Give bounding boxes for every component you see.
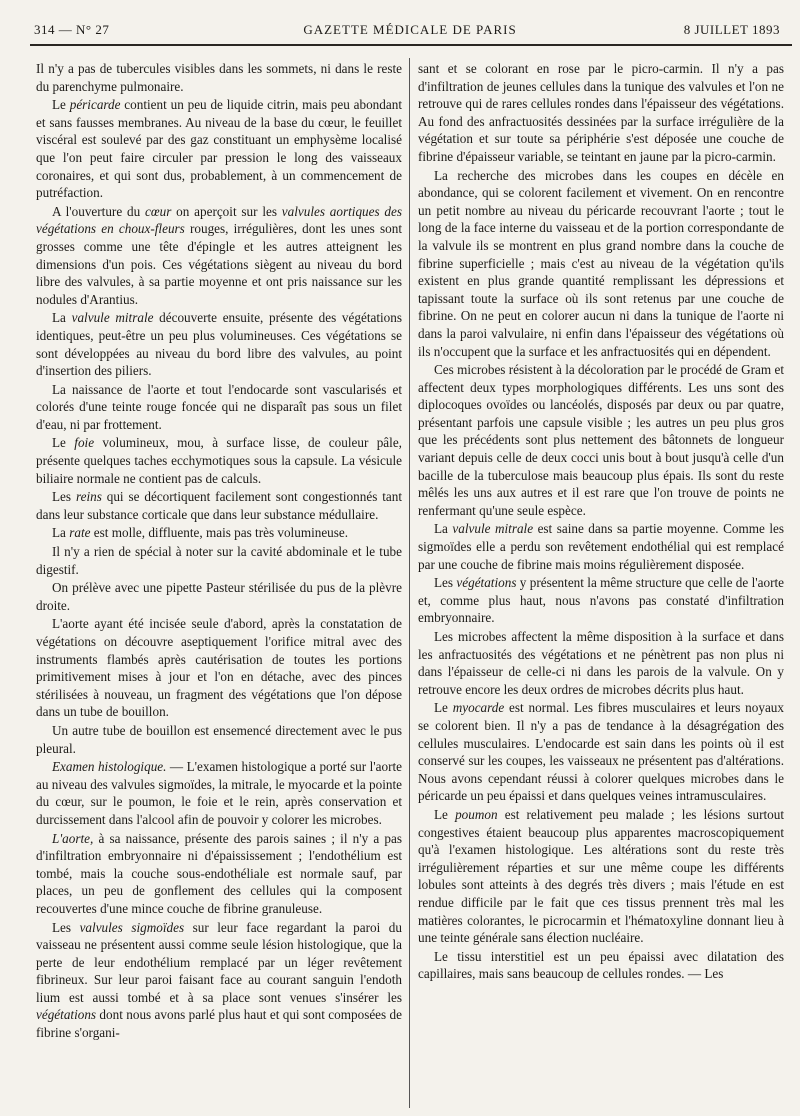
paragraph [418,699,784,805]
text-run: est molle, diffluente, mais pas très volumineuse. [90,525,349,541]
paragraph [418,361,784,519]
italic-text: rate [69,525,91,541]
text-run: est saine dans sa partie moyenne. Comme les sigmoïdes elle a perdu son revêtement endothélial qui est remplacé par une couche de fibrine mais moins régulièrement disposée. [418,521,784,572]
paragraph [36,96,402,202]
text-run: sant et se colorant en rose par le picro-carmin. Il n'y a pas d'infiltration de jeunes cellules dans la tunique des valvules et l'on ne retrouve qui de rares cellules rondes dans l'épaisseur des végétations. Au fond des anfractuosités dessinées par la surface irrégulière de la végétation et sur toute sa périphérie s'est déposée une couche de fibrine d'épaisseur variable, se teintant en jaune par la picro-carmin. [418,61,784,164]
text-run: Ces microbes résistent à la décoloration par le procédé de Gram et affectent deux types morphologiques différents. Les uns sont des diplocoques ovoïdes ou lancéolés, disposés par deux ou par quatre, présentant parfois une capsule visible ; les autres un peu plus gros que les précédents sont plus nettement des bâtonnets de longueur variant depuis celle de deux cocci unis bout à bout jusqu'à celle d'un bacille de la tuberculose mais beaucoup plus épais. Ils sont du reste mêlés les uns aux autres et il est rare que l'on trouve de points ne renfermant qu'une seule espèce. [418,362,784,518]
right-column [418,60,784,1110]
page-number-issue: 314 — N° 27 [34,22,110,37]
text-run: Le [434,806,456,822]
italic-text: végétations [36,1007,97,1023]
text-run: volumineux, mou, à surface lisse, de couleur pâle, présente quelques taches ecchymotiques sous la capsule. La vésicule biliaire normale ne contient pas de calculs. [36,435,402,486]
text-run: dont nous avons parlé plus haut et qui sont composées de fibrine s'organi- [36,1007,402,1041]
italic-text: foie [74,435,95,451]
text-run: Les [52,919,80,935]
text-run: Le [434,700,453,716]
paragraph [36,919,402,1042]
text-run: Les [434,575,457,591]
column-divider [409,58,410,1108]
text-run: La [434,521,453,537]
paragraph [36,60,402,95]
italic-text: poumon [455,806,498,822]
text-run: rouges, irrégulières, dont les unes sont grosses comme une tête d'épingle et les autres atteignent les dimensions d'un pois. Ces végétations siègent au niveau du bord libre des valvules, à sa partie moyenne et ont pris naissance sur les nodules d'Arantius. [36,221,402,307]
header-rule [30,44,792,46]
text-run: La recherche des microbes dans les coupes en décèle en abondance, qui se colorent facilement et vivement. On en rencontre un petit nombre au niveau du péricarde recouvrant l'aorte ; tout le long de la face interne du vaisseau et de la portion correspondante de la valvule ils se montrent en plus grand nombre dans la couche de fibrine superficielle ; mais c'est au niveau de la végétation qu'ils existent en plus grande quantité remplissant les dépressions et tapissant toute la surface où ils sont retenus par une couche de fibrine. On ne peut en colorer aucun ni dans la tunique de l'aorte ni dans la paroi valvulaire, ni enfin dans l'épaisseur des végétations où ils n'occupent que la surface et les anfractuosités qui en dépendent. [418,167,784,359]
paragraph [418,806,784,947]
issue-date: 8 JUILLET 1893 [683,22,780,37]
text-run: La [52,310,72,326]
text-run: y présentent la même structure que celle de l'aorte et, comme plus haut, nous n'avons pas constaté d'infiltration embryonnaire. [418,575,784,626]
text-run: A l'ouverture du [52,203,145,219]
paragraph [418,574,784,627]
paragraph [36,830,402,918]
text-run: On prélève avec une pipette Pasteur stérilisée du pus de la plèvre droite. [36,580,402,613]
paragraph [418,628,784,698]
paragraph [36,758,402,828]
text-run: — L'examen histologique a porté sur l'aorte au niveau des valvules sigmoïdes, la mitrale, le myocarde et la pointe du cœur, sur le poumon, le foie et le rein, après conservation et durcissement dans l'alcool afin de pouvoir y colorer les microbes. [36,759,402,827]
paragraph [418,60,784,166]
text-run: Un autre tube de bouillon est ensemencé directement avec le pus pleural. [36,722,402,756]
italic-text: reins [75,489,102,505]
paragraph [418,520,784,573]
text-run: contient un peu de liquide citrin, mais peu abondant et sans fausses membranes. Au niveau de la base du cœur, le feuillet viscéral est soulevé par des gaz constituant un emphysème localisé que l'on peut faire circuler par pression le long des vaisseaux coronaires, et qui sont dus, probablement, à un commencement de putréfaction. [36,97,402,201]
paragraph [36,434,402,487]
page-header [30,20,790,44]
italic-text: valvules aortiques des végétations en choux-fleurs [36,203,402,237]
text-run: à sa naissance, présente des parois saines ; il n'y a pas d'infiltration embryonnaire ni d'épaississement ; l'endothélium est tombé, mais la couche sous-endothéliale est normale sauf, par places, un peu de gonflement des cellules qui la composent recouvertes d'une mince couche de fibrine granuleuse. [36,830,402,916]
text-run: est relativement peu malade ; les lésions surtout congestives étaient beaucoup plus apparentes macroscopiquement qu'à l'examen histologique. Les altérations sont du reste très irrégulièrement réparties et sur une même coupe les différents lobules sont atteints à des degrés très divers ; mais l'étude en est rendue difficile par le fait que ces tissus prennent très mal les matières colorantes, le picrocarmin et l'hématoxyline donnant lieu à une teinte générale sans élection nucléaire. [418,806,784,946]
paragraph [36,524,402,542]
paragraph [418,948,784,983]
paragraph [36,381,402,434]
italic-text: valvules sigmoïdes [79,919,185,935]
text-run: Le [52,97,70,113]
italic-text: myocarde [452,700,505,716]
italic-text: valvule mitrale [452,521,534,537]
text-run: Les microbes affectent la même disposition à la surface et dans les anfractuosités des végétations et ne pénètrent pas non plus ni dans l'épaisseur de celle-ci ni dans les parois de la valvule. On y retrouve encore les deux ordres de microbes décrits plus haut. [418,629,784,697]
text-run: sur leur face regardant la paroi du vaisseau ne présentent aussi comme seule lésion histologique, que la perte de leur endothélium remplacé par un léger revêtement fibrineux. Sur leur paroi faisant face au courant sanguin l'endoth lium est aussi tombé et à sa place sont venues s'insérer les [36,919,402,1005]
text-run: découverte ensuite, présente des végétations identiques, peut-être un peu plus volumineuses. Ces végétations se sont développées au niveau du bord libre des valvules, au point d'insertion des piliers. [36,310,402,379]
text-run: La [52,525,70,541]
paragraph [36,309,402,379]
italic-text: végétations [456,575,517,591]
paragraph [36,615,402,721]
text-run: Il n'y a pas de tubercules visibles dans les sommets, ni dans le reste du parenchyme pulmonaire. [36,61,402,94]
paragraph [36,488,402,523]
italic-text: cœur [144,203,172,219]
text-run: Le tissu interstitiel est un peu épaissi avec dilatation des capillaires, mais sans beaucoup de cellules rondes. — Les [418,948,784,982]
text-run: Il n'y a rien de spécial à noter sur la cavité abdominale et le tube digestif. [36,544,402,577]
paragraph [36,203,402,309]
text-run: qui se décortiquent facilement sont congestionnés tant dans leur substance corticale que dans leur substance médullaire. [36,489,402,522]
italic-text: péricarde [69,97,121,113]
italic-text: Examen histologique. [52,759,167,775]
left-column [36,60,402,1110]
paragraph [36,722,402,757]
italic-text: L'aorte, [52,830,94,846]
text-run: Les [52,489,76,505]
text-run: Le [52,435,75,451]
text-run: La naissance de l'aorte et tout l'endocarde sont vascularisés et colorés d'une teinte rouge foncée qui ne disparaît pas sous un filet d'eau, ni par frottement. [36,381,402,432]
paragraph [418,167,784,361]
text-run: est normal. Les fibres musculaires et leurs noyaux se colorent bien. Il n'y a pas de tendance à la désagrégation des cellules musculaires. L'endocarde est sain dans les points où il est conservé sur les coupes, les vaisseaux ne présentent pas d'altérations. Nous avons cependant réussi à colorer quelques microbes dans le péricarde un peu épaissi et dans quelques veines intramusculaires. [418,700,784,804]
paragraph [36,543,402,578]
journal-title: GAZETTE MÉDICALE DE PARIS [303,22,517,37]
italic-text: valvule mitrale [71,310,154,326]
text-run: on aperçoit sur les [171,203,282,219]
paragraph [36,579,402,614]
text-run: L'aorte ayant été incisée seule d'abord, après la constatation de végétations on découvre aseptiquement l'orifice mitral avec des instruments flambés après cautérisation de toutes les portions primitivement mises à jour et l'on en détache, avec des pinces stérilisées à nouveau, un fragment des végétations que l'on dépose dans un tube de bouillon. [36,616,402,720]
